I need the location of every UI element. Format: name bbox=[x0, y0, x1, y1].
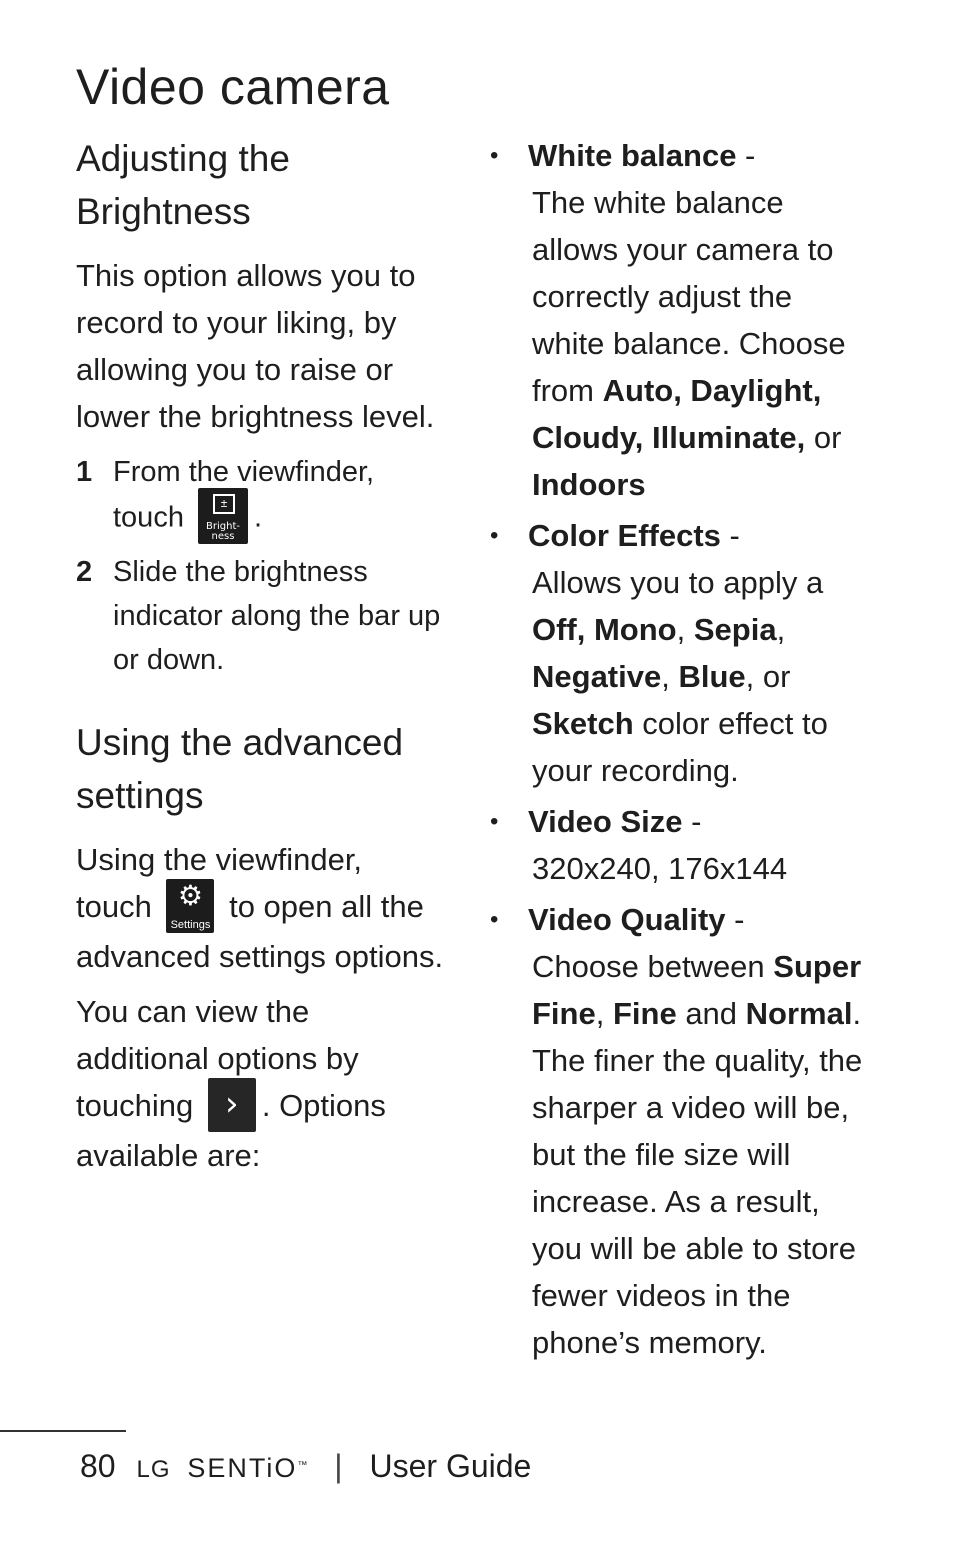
description-part: Blue bbox=[678, 659, 746, 694]
options-list bbox=[490, 132, 870, 1366]
guide-label: User Guide bbox=[369, 1448, 532, 1484]
advanced-para-1 bbox=[76, 836, 446, 980]
description-part: Sepia bbox=[693, 612, 777, 647]
option-item bbox=[490, 132, 870, 508]
description-part: Allows you to apply a bbox=[532, 565, 824, 600]
bullet-icon: • bbox=[490, 522, 499, 549]
description-part: Off, Mono bbox=[532, 612, 677, 647]
para-text: You can view the additional options by touching bbox=[76, 993, 359, 1123]
option-item bbox=[490, 896, 870, 1366]
brightness-icon[interactable] bbox=[198, 488, 248, 544]
para-text: to open all the advanced settings options. bbox=[76, 889, 444, 974]
description-part: Normal bbox=[745, 996, 853, 1031]
page-number: 80 bbox=[80, 1448, 116, 1484]
footer bbox=[80, 1440, 531, 1496]
description-part: 320x240, 176x144 bbox=[532, 851, 788, 886]
description-part: and bbox=[676, 996, 746, 1031]
description-part: Negative bbox=[532, 659, 662, 694]
product-name: SENTiO bbox=[187, 1453, 298, 1483]
step-number: 2 bbox=[76, 556, 93, 588]
bullet-icon: • bbox=[490, 906, 499, 933]
brand-logo: LG bbox=[136, 1456, 171, 1483]
footer-rule bbox=[0, 1430, 126, 1432]
description-part: Choose between bbox=[532, 949, 774, 984]
description-part: , bbox=[776, 612, 786, 647]
option-name: Color Effects bbox=[528, 518, 721, 553]
option-dash: - bbox=[682, 804, 702, 839]
option-name: Video Size bbox=[528, 804, 683, 839]
description-part: Auto, Daylight, Cloudy, Illuminate, bbox=[532, 373, 822, 455]
description-part: Fine bbox=[612, 996, 677, 1031]
description-part: Sketch bbox=[532, 706, 634, 741]
description-part: Indoors bbox=[532, 467, 646, 502]
description-part: , or bbox=[745, 659, 791, 694]
step-2 bbox=[76, 550, 446, 682]
option-description bbox=[528, 943, 870, 1366]
description-part: Super Fine bbox=[532, 949, 862, 1031]
option-dash: - bbox=[736, 138, 756, 173]
brightness-steps bbox=[76, 450, 446, 682]
chevron-symbol: › bbox=[225, 1083, 239, 1124]
description-part: or bbox=[805, 420, 842, 455]
step-end: . bbox=[254, 501, 263, 534]
chevron-right-icon[interactable] bbox=[208, 1078, 256, 1132]
step-text: Slide the brightness indicator along the bar up or down. bbox=[113, 556, 441, 676]
brightness-symbol-icon: ± bbox=[213, 494, 235, 514]
option-item bbox=[490, 512, 870, 794]
bullet-icon: • bbox=[490, 808, 499, 835]
advanced-heading: Using the advanced settings bbox=[76, 722, 404, 816]
trademark: ™ bbox=[297, 1460, 308, 1471]
settings-icon[interactable] bbox=[166, 879, 214, 933]
step-1 bbox=[76, 450, 446, 544]
settings-icon-caption: Settings bbox=[170, 918, 211, 931]
gear-icon: ⚙ bbox=[177, 879, 204, 911]
step-number: 1 bbox=[76, 456, 93, 488]
option-name: White balance bbox=[528, 138, 737, 173]
step-text: From the viewfinder, touch bbox=[113, 456, 375, 534]
footer-separator: | bbox=[334, 1448, 343, 1484]
option-dash: - bbox=[720, 518, 740, 553]
brightness-heading: Adjusting the Brightness bbox=[76, 138, 290, 232]
para-text: Using the viewfinder, touch bbox=[76, 842, 363, 924]
para-text: . Options available are: bbox=[76, 1087, 386, 1173]
description-part: , bbox=[661, 659, 679, 694]
brightness-intro: This option allows you to record to your liking, by allowing you to raise or lower the brightness level. bbox=[76, 258, 435, 434]
description-part: . The finer the quality, the sharper a video will be, but the file size will increase. As a result, you will be able to store fewer videos in the phone’s memory. bbox=[532, 996, 863, 1360]
option-description bbox=[528, 179, 870, 508]
option-description bbox=[528, 845, 870, 892]
description-part: color effect to your recording. bbox=[532, 706, 828, 788]
page-title: Video camera bbox=[76, 59, 390, 115]
advanced-para-2 bbox=[76, 988, 446, 1179]
brightness-icon-caption: Bright-ness bbox=[206, 521, 240, 542]
bullet-icon: • bbox=[490, 142, 499, 169]
right-column bbox=[490, 132, 870, 1370]
option-description bbox=[528, 559, 870, 794]
left-column bbox=[76, 132, 446, 1179]
description-part: , bbox=[676, 612, 694, 647]
description-part: The white balance allows your camera to correctly adjust the white balance. Choose from bbox=[532, 185, 846, 408]
option-dash: - bbox=[725, 902, 745, 937]
option-name: Video Quality bbox=[528, 902, 726, 937]
description-part: , bbox=[595, 996, 613, 1031]
option-item bbox=[490, 798, 870, 892]
